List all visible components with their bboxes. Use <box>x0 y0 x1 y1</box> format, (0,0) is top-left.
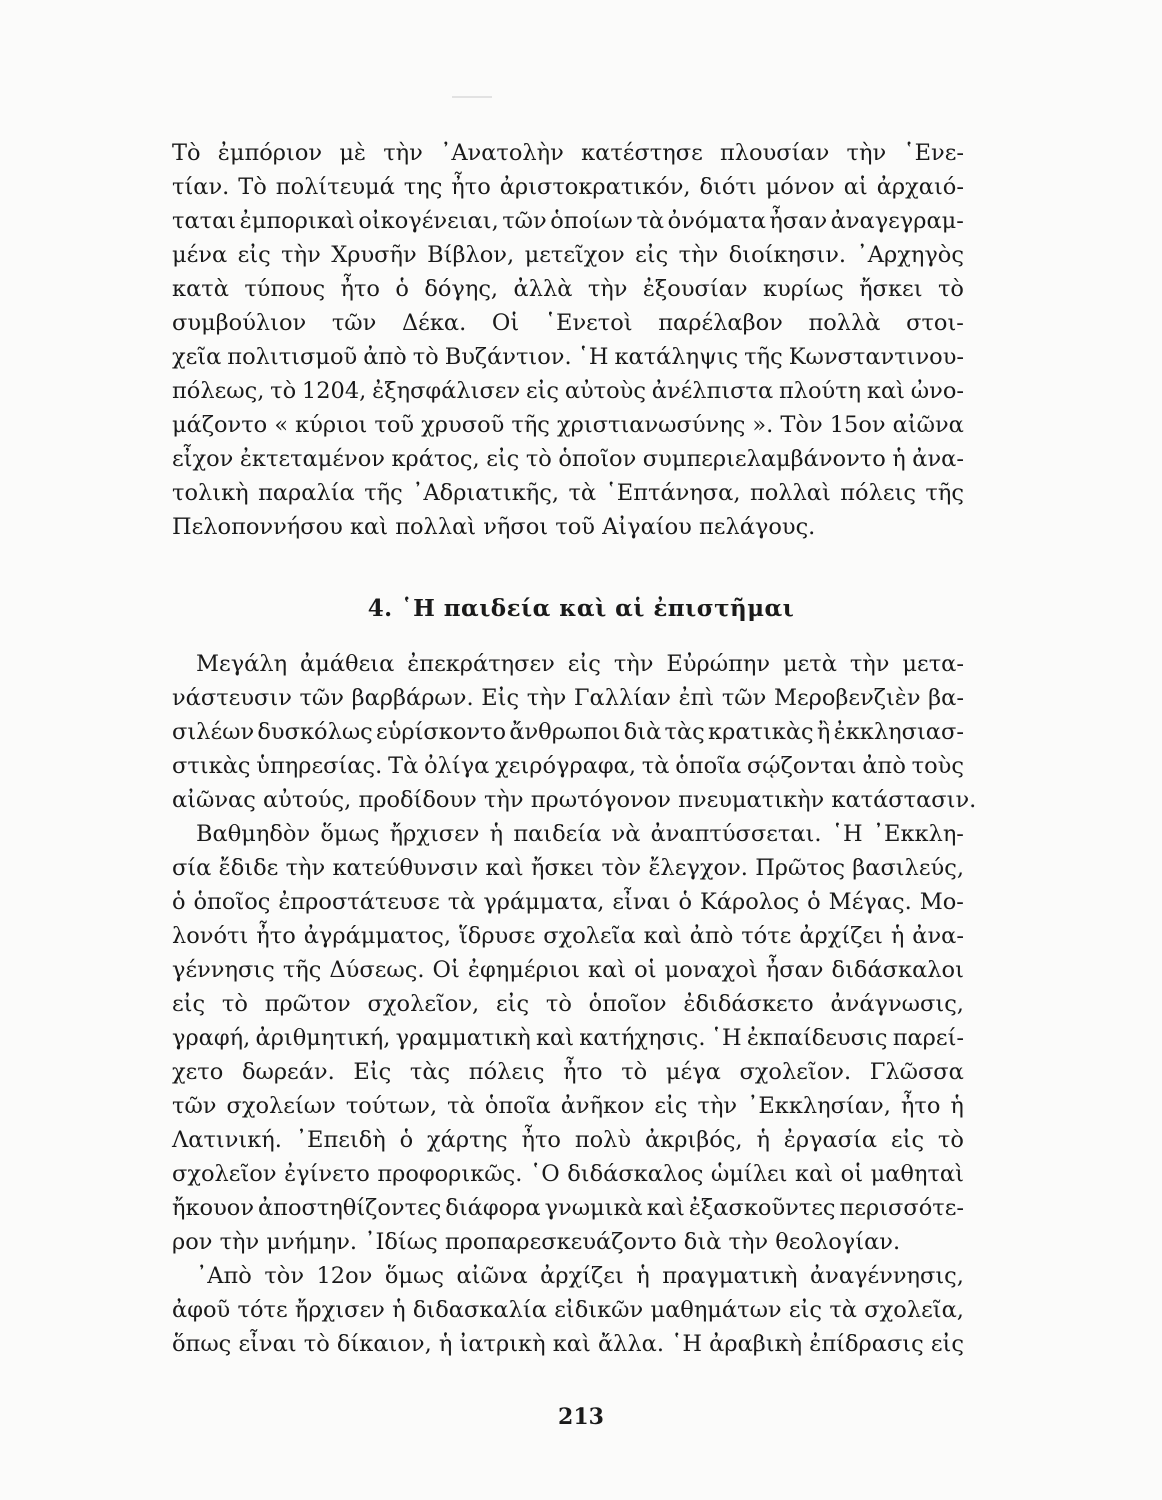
text-line: Μεγάλη ἀμάθεια ἐπεκράτησεν εἰς τὴν Εὐρώπην μετὰ τὴν μετα- <box>196 651 964 677</box>
text-line: Τὸ ἐμπόριον μὲ τὴν ᾽Ανατολὴν κατέστησε πλουσίαν τὴν ῾Ενε- <box>172 140 964 166</box>
text-line: Πελοποννήσου καὶ πολλαὶ νῆσοι τοῦ Αἰγαίου πελάγους. <box>172 514 816 540</box>
text-line: εἶχον ἐκτεταμένον κράτος, εἰς τὸ ὁποῖον συμπεριελαμβάνοντο ἡ ἀνα- <box>172 446 964 472</box>
text-line: σία ἔδιδε τὴν κατεύθυνσιν καὶ ἤσκει τὸν ἔλεγχον. Πρῶτος βασιλεύς, <box>172 855 964 881</box>
text-line: εἰς τὸ πρῶτον σχολεῖον, εἰς τὸ ὁποῖον ἐδιδάσκετο ἀνάγνωσις, <box>172 991 964 1017</box>
text-line: γραφή, ἀριθμητική, γραμματικὴ καὶ κατήχησις. ῾Η ἐκπαίδευσις παρεί- <box>172 1025 964 1051</box>
text-line: τῶν σχολείων τούτων, τὰ ὁποῖα ἀνῆκον εἰς τὴν ᾽Εκκλησίαν, ἦτο ἡ <box>172 1093 964 1119</box>
print-smudge <box>452 96 492 98</box>
section-body <box>172 647 977 1361</box>
text-line: λονότι ἦτο ἀγράμματος, ἵδρυσε σχολεῖα καὶ ἀπὸ τότε ἀρχίζει ἡ ἀνα- <box>172 923 964 949</box>
text-line: ὁ ὁποῖος ἐπροστάτευσε τὰ γράμματα, εἶναι ὁ Κάρολος ὁ Μέγας. Μο- <box>172 889 964 915</box>
text-line: συμβούλιον τῶν Δέκα. Οἱ ῾Ενετοὶ παρέλαβον πολλὰ στοι- <box>172 310 964 336</box>
text-line: στικὰς ὑπηρεσίας. Τὰ ὀλίγα χειρόγραφα, τὰ ὁποῖα σῴζονται ἀπὸ τοὺς <box>172 753 964 779</box>
text-line: ᾽Απὸ τὸν 12ον ὅμως αἰῶνα ἀρχίζει ἡ πραγματικὴ ἀναγέννησις, <box>196 1263 964 1289</box>
text-line: χεῖα πολιτισμοῦ ἀπὸ τὸ Βυζάντιον. ῾Η κατάληψις τῆς Κωνσταντινου- <box>172 344 964 370</box>
text-line: ἤκουον ἀποστηθίζοντες διάφορα γνωμικὰ καὶ ἐξασκοῦντες περισσότε- <box>172 1195 964 1221</box>
text-line: χετο δωρεάν. Εἰς τὰς πόλεις ἦτο τὸ μέγα σχολεῖον. Γλῶσσα <box>172 1059 964 1085</box>
text-line: αἰῶνας αὐτούς, προδίδουν τὴν πρωτόγονον πνευματικὴν κατάστασιν. <box>172 787 977 813</box>
text-line: μάζοντο « κύριοι τοῦ χρυσοῦ τῆς χριστιανωσύνης ». Τὸν 15ον αἰῶνα <box>172 412 964 438</box>
text-line: ὅπως εἶναι τὸ δίκαιον, ἡ ἰατρικὴ καὶ ἄλλα. ῾Η ἀραβικὴ ἐπίδρασις εἰς <box>172 1331 964 1357</box>
text-line: ἀφοῦ τότε ἤρχισεν ἡ διδασκαλία εἰδικῶν μαθημάτων εἰς τὰ σχολεῖα, <box>172 1297 964 1323</box>
text-line: πόλεως, τὸ 1204, ἐξησφάλισεν εἰς αὐτοὺς ἀνέλπιστα πλούτη καὶ ὠνο- <box>172 378 964 404</box>
paragraph-venice <box>172 136 964 544</box>
text-line: σχολεῖον ἐγίνετο προφορικῶς. ῾Ο διδάσκαλος ὡμίλει καὶ οἱ μαθηταὶ <box>172 1161 964 1187</box>
text-line: κατὰ τύπους ἦτο ὁ δόγης, ἀλλὰ τὴν ἐξουσίαν κυρίως ἤσκει τὸ <box>172 276 964 302</box>
text-line: Λατινική. ᾽Επειδὴ ὁ χάρτης ἦτο πολὺ ἀκριβός, ἡ ἐργασία εἰς τὸ <box>172 1127 964 1153</box>
text-line: γέννησις τῆς Δύσεως. Οἱ ἐφημέριοι καὶ οἱ μοναχοὶ ἦσαν διδάσκαλοι <box>172 957 964 983</box>
page-number: 213 <box>558 1404 604 1430</box>
text-line: Βαθμηδὸν ὅμως ἤρχισεν ἡ παιδεία νὰ ἀναπτύσσεται. ῾Η ᾽Εκκλη- <box>196 821 964 847</box>
text-line: ταται ἐμπορικαὶ οἰκογένειαι, τῶν ὁποίων τὰ ὀνόματα ἦσαν ἀναγεγραμ- <box>172 208 964 234</box>
text-line: τίαν. Τὸ πολίτευμά της ἦτο ἀριστοκρατικόν, διότι μόνον αἱ ἀρχαιό- <box>172 174 964 200</box>
text-line: ρον τὴν μνήμην. ᾽Ιδίως προπαρεσκευάζοντο διὰ τὴν θεολογίαν. <box>172 1229 901 1255</box>
text-line: σιλέων δυσκόλως εὑρίσκοντο ἄνθρωποι διὰ τὰς κρατικὰς ἢ ἐκκλησιασ- <box>172 719 964 745</box>
text-line: νάστευσιν τῶν βαρβάρων. Εἰς τὴν Γαλλίαν ἐπὶ τῶν Μεροβενζιὲν βα- <box>172 685 964 711</box>
text-line: μένα εἰς τὴν Χρυσῆν Βίβλον, μετεῖχον εἰς τὴν διοίκησιν. ᾽Αρχηγὸς <box>172 242 964 268</box>
section-heading: 4. ῾Η παιδεία καὶ αἱ ἐπιστῆμαι <box>367 595 795 622</box>
text-line: τολικὴ παραλία τῆς ᾽Αδριατικῆς, τὰ ῾Επτάνησα, πολλαὶ πόλεις τῆς <box>172 480 964 506</box>
